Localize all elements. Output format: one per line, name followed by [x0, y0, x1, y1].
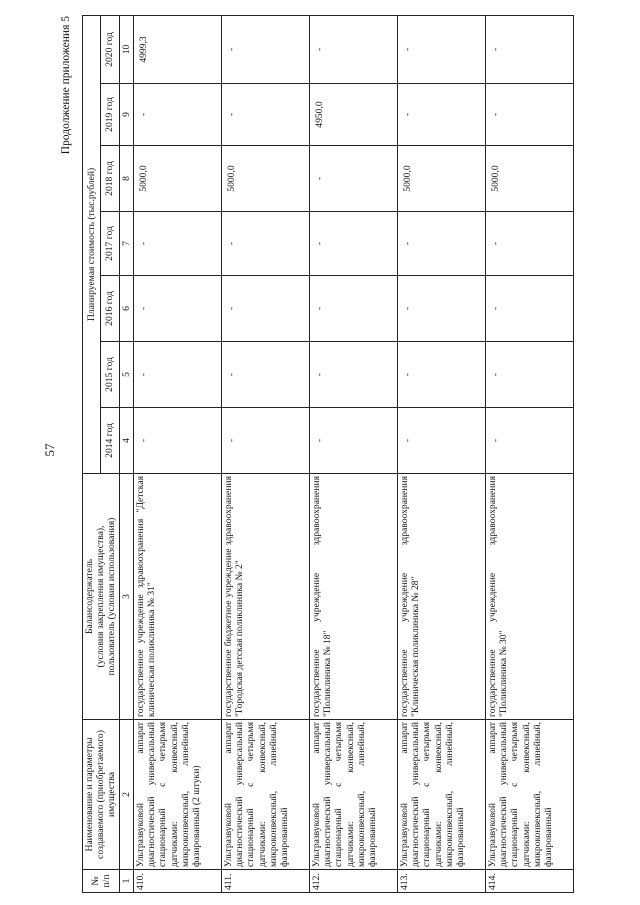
cost-2014: -	[397, 408, 485, 474]
header-holder-line1: Балансодержатель	[84, 559, 95, 634]
colnum-6: 6	[119, 276, 133, 342]
cost-2018: -	[309, 146, 397, 212]
item-name: Ультразвуковой аппарат диагностический универсальный стационарный с четырьмя датчиками: конвексный, микроконвексный, линейный, фазированный	[309, 720, 397, 870]
item-name: Ультразвуковой аппарат диагностический универсальный стационарный с четырьмя датчиками: конвексный, микроконвексный, линейный, фазированный	[485, 720, 573, 870]
cost-2016: -	[485, 276, 573, 342]
cost-2015: -	[397, 342, 485, 408]
table-row	[397, 15, 485, 892]
cost-2016: -	[309, 276, 397, 342]
property-table	[82, 15, 574, 893]
header-year-2020: 2020 год	[101, 15, 119, 83]
header-year-2017: 2017 год	[101, 212, 119, 276]
cost-2014: -	[221, 408, 309, 474]
cost-2017: -	[397, 212, 485, 276]
colnum-8: 8	[119, 146, 133, 212]
cost-2018: 5000,0	[397, 146, 485, 212]
cost-2018: 5000,0	[221, 146, 309, 212]
row-number: 413.	[397, 870, 485, 893]
colnum-7: 7	[119, 212, 133, 276]
header-year-2019: 2019 год	[101, 84, 119, 146]
header-row-group	[83, 15, 101, 892]
item-name: Ультразвуковой аппарат диагностический универсальный стационарный с четырьмя датчиками: конвексный, микроконвексный, линейный, фазированный	[221, 720, 309, 870]
table-row	[221, 15, 309, 892]
rotated-page	[60, 12, 635, 893]
item-holder: государственное бюджетное учреждение здравоохранения "Городская детская поликлиника № 2"	[221, 474, 309, 720]
header-name: Наименование и параметры создаваемого (приобретаемого) имущества	[83, 720, 120, 870]
cost-2018: 5000,0	[133, 146, 221, 212]
cost-2020: -	[485, 15, 573, 83]
header-year-2018: 2018 год	[101, 146, 119, 212]
item-holder: государственное учреждение здравоохранения "Поликлиника № 18"	[309, 474, 397, 720]
table-row	[133, 15, 221, 892]
header-cost-group: Планируемая стоимость (тыс.рублей)	[83, 15, 101, 473]
header-year-2016: 2016 год	[101, 276, 119, 342]
cost-2016: -	[221, 276, 309, 342]
row-number: 414.	[485, 870, 573, 893]
cost-2014: -	[485, 408, 573, 474]
header-holder-line2: (условия закрепления имущества),	[95, 525, 107, 668]
colnum-4: 4	[119, 408, 133, 474]
cost-2015: -	[133, 342, 221, 408]
cost-2020: -	[309, 15, 397, 83]
header-num: № п/п	[83, 870, 120, 893]
cost-2017: -	[133, 212, 221, 276]
cost-2019: -	[221, 84, 309, 146]
cost-2015: -	[309, 342, 397, 408]
item-holder: государственное учреждение здравоохранения "Поликлиника № 30"	[485, 474, 573, 720]
row-number: 411.	[221, 870, 309, 893]
cost-2015: -	[485, 342, 573, 408]
item-holder: государственное учреждение здравоохранения "Детская клиническая поликлиника № 31"	[133, 474, 221, 720]
cost-2014: -	[133, 408, 221, 474]
item-name: Ультразвуковой аппарат диагностический универсальный стационарный с четырьмя датчиками: конвексный, микроконвексный, линейный, фазированный (2 штуки)	[133, 720, 221, 870]
colnum-3: 3	[119, 474, 133, 720]
table-row	[485, 15, 573, 892]
header-holder-line3: пользователь (условия использования)	[106, 517, 118, 676]
cost-2019: -	[485, 84, 573, 146]
page-number: 57	[42, 443, 57, 457]
continuation-label: Продолжение приложения 5	[60, 16, 72, 155]
colnum-10: 10	[119, 15, 133, 83]
cost-2017: -	[485, 212, 573, 276]
item-holder: государственное учреждение здравоохранения "Клиническая поликлиника № 28"	[397, 474, 485, 720]
row-number: 410.	[133, 870, 221, 893]
cost-2017: -	[309, 212, 397, 276]
cost-2019: 4950,0	[309, 84, 397, 146]
colnum-1: 1	[119, 870, 133, 893]
header-year-2014: 2014 год	[101, 408, 119, 474]
cost-2016: -	[133, 276, 221, 342]
cost-2018: 5000,0	[485, 146, 573, 212]
header-holder	[83, 474, 120, 720]
header-year-2015: 2015 год	[101, 342, 119, 408]
colnum-2: 2	[119, 720, 133, 870]
colnum-9: 9	[119, 84, 133, 146]
cost-2019: -	[397, 84, 485, 146]
colnum-5: 5	[119, 342, 133, 408]
row-number: 412.	[309, 870, 397, 893]
cost-2017: -	[221, 212, 309, 276]
cost-2019: -	[133, 84, 221, 146]
table-row	[309, 15, 397, 892]
column-number-row	[119, 15, 133, 892]
item-name: Ультразвуковой аппарат диагностический универсальный стационарный с четырьмя датчиками: конвексный, микроконвексный, линейный, фазированный	[397, 720, 485, 870]
cost-2020: -	[221, 15, 309, 83]
cost-2020: -	[397, 15, 485, 83]
cost-2015: -	[221, 342, 309, 408]
cost-2020: 4999,3	[133, 15, 221, 83]
cost-2016: -	[397, 276, 485, 342]
cost-2014: -	[309, 408, 397, 474]
